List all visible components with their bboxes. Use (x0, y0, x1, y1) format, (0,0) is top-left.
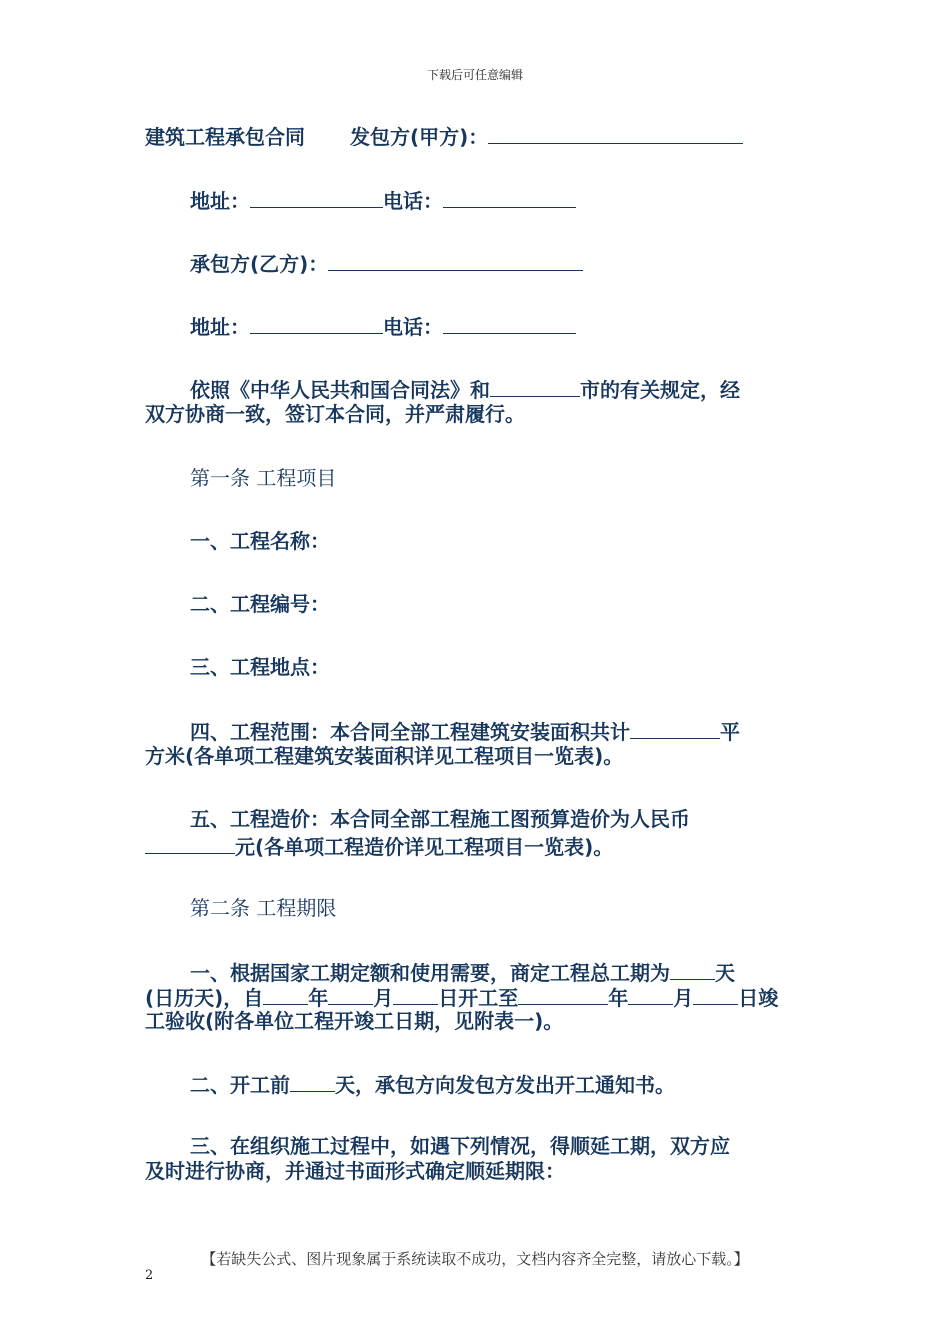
duration-line-3: 工验收(附各单位工程开竣工日期，见附表一)。 (145, 1009, 564, 1033)
article1-heading: 第一条 工程项目 (190, 466, 337, 490)
project-cost-line-2: 元(各单项工程造价详见工程项目一览表)。 (145, 833, 805, 860)
title-line (145, 123, 805, 150)
duration-line-2: (日历天)，自 年 月 日开工至 年 月 日竣 (145, 986, 779, 1010)
extension-line-2: 及时进行协商，并通过书面形式确定顺延期限： (145, 1159, 565, 1183)
phone-label: 电话： (383, 315, 443, 339)
notice-days-blank[interactable] (290, 1071, 335, 1092)
start-year-blank[interactable] (263, 984, 308, 1005)
extension-line-1: 三、在组织施工过程中，如遇下列情况，得顺延工期，双方应 (190, 1134, 730, 1158)
party-b-address-blank[interactable] (250, 313, 383, 334)
page-header: 下载后可任意编辑 (426, 68, 523, 82)
party-a-address-blank[interactable] (250, 187, 383, 208)
cost-blank[interactable] (145, 833, 235, 854)
page-number: 2 (145, 1268, 154, 1283)
project-location-item: 三、工程地点： (190, 655, 330, 679)
start-day-blank[interactable] (393, 984, 438, 1005)
address-label: 地址： (190, 315, 250, 339)
intro-line-1: 依照《中华人民共和国合同法》和 市的有关规定，经 (190, 378, 740, 402)
address-label: 地址： (190, 189, 250, 213)
party-b-label: 承包方(乙方)： (190, 252, 329, 276)
area-blank[interactable] (630, 718, 720, 739)
party-a-blank[interactable] (488, 123, 743, 144)
project-cost-line-1: 五、工程造价：本合同全部工程施工图预算造价为人民币 (190, 807, 690, 831)
party-a-contact-line (145, 187, 850, 214)
party-b-blank[interactable] (328, 250, 583, 271)
party-a-label: 发包方(甲方)： (350, 125, 489, 149)
notice-line: 二、开工前 天，承包方向发包方发出开工通知书。 (190, 1073, 675, 1097)
project-scope-line-1: 四、工程范围：本合同全部工程建筑安装面积共计 平 (190, 720, 740, 744)
contract-title: 建筑工程承包合同 (145, 125, 305, 149)
duration-line-1: 一、根据国家工期定额和使用需要，商定工程总工期为 天 (190, 961, 735, 985)
phone-label: 电话： (383, 189, 443, 213)
project-number-item: 二、工程编号： (190, 592, 330, 616)
page-footer-note: 【若缺失公式、图片现象属于系统读取不成功，文档内容齐全完整，请放心下载。】 (201, 1250, 749, 1268)
party-a-phone-blank[interactable] (443, 187, 576, 208)
end-month-blank[interactable] (628, 984, 673, 1005)
party-b-line (145, 250, 850, 277)
party-b-contact-line (145, 313, 850, 340)
intro-line-2: 双方协商一致，签订本合同，并严肃履行。 (145, 402, 525, 426)
start-month-blank[interactable] (328, 984, 373, 1005)
project-name-item: 一、工程名称： (190, 529, 330, 553)
city-blank[interactable] (490, 376, 580, 397)
days-blank[interactable] (670, 959, 715, 980)
end-day-blank[interactable] (693, 984, 738, 1005)
party-b-phone-blank[interactable] (443, 313, 576, 334)
project-scope-line-2: 方米(各单项工程建筑安装面积详见工程项目一览表)。 (145, 744, 624, 768)
article2-heading: 第二条 工程期限 (190, 896, 337, 920)
end-year-blank[interactable] (518, 984, 608, 1005)
